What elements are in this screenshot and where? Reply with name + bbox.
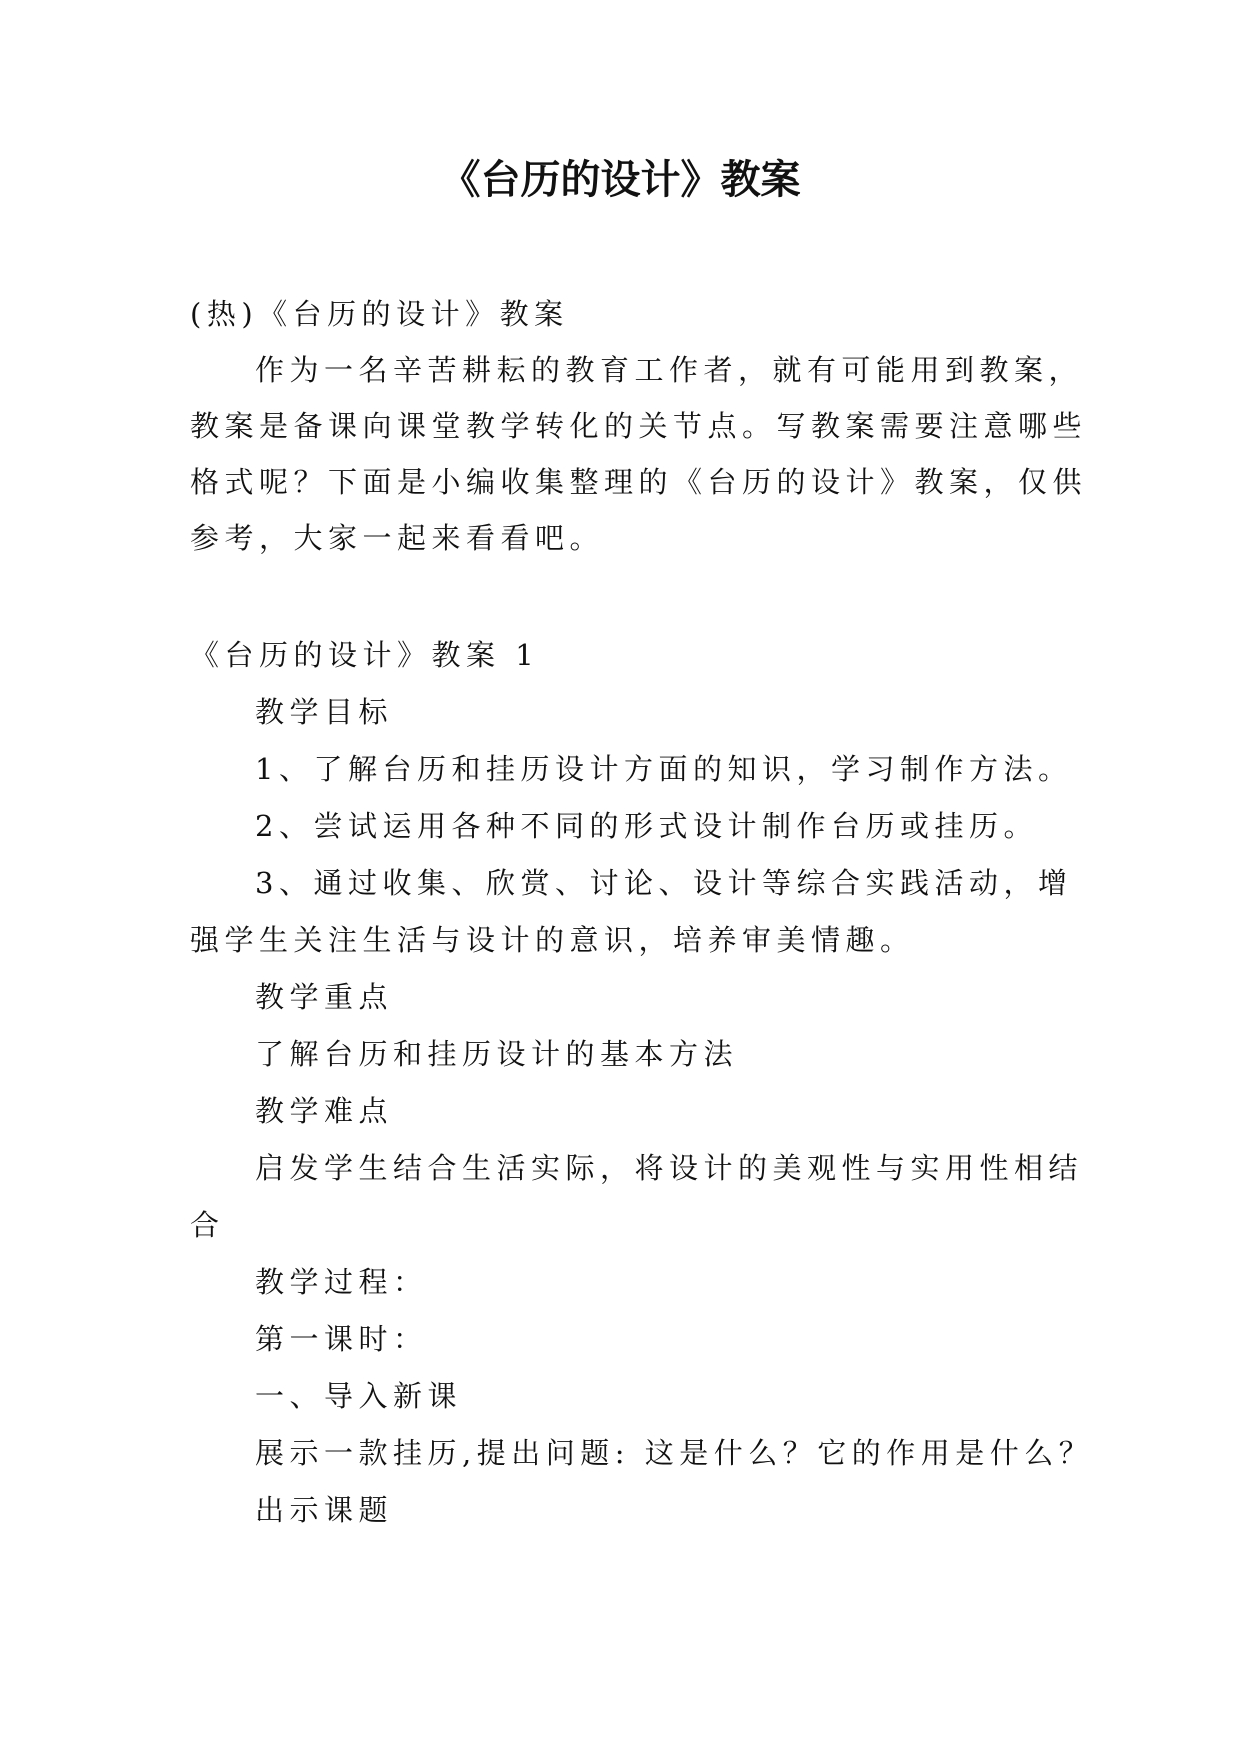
body-text: 出示课题 bbox=[255, 1493, 394, 1527]
body-text: 了解台历和挂历设计的基本方法 bbox=[255, 1037, 739, 1071]
goal-item: 2、尝试运用各种不同的形式设计制作台历或挂历。 bbox=[255, 809, 1038, 843]
intro-paragraph-line: 格式呢？下面是小编收集整理的《台历的设计》教案，仅供 bbox=[190, 465, 1088, 499]
intro-heading: (热)《台历的设计》教案 bbox=[190, 297, 569, 331]
intro-paragraph-line: 参考，大家一起来看看吧。 bbox=[190, 521, 605, 555]
intro-paragraph-line: 作为一名辛苦耕耘的教育工作者，就有可能用到教案， bbox=[255, 353, 1084, 387]
subheading-introduction: 一、导入新课 bbox=[255, 1379, 463, 1413]
subheading-teaching-difficulty: 教学难点 bbox=[255, 1094, 394, 1128]
body-text: 启发学生结合生活实际，将设计的美观性与实用性相结 bbox=[255, 1151, 1084, 1185]
body-text-continuation: 合 bbox=[190, 1208, 225, 1242]
subheading-teaching-process: 教学过程： bbox=[255, 1265, 428, 1299]
document-title: 《台历的设计》教案 bbox=[440, 157, 801, 203]
goal-item: 3、通过收集、欣赏、讨论、设计等综合实践活动，增 bbox=[255, 866, 1073, 900]
subheading-first-lesson: 第一课时： bbox=[255, 1322, 428, 1356]
section-heading: 《台历的设计》教案 1 bbox=[190, 638, 540, 672]
goal-item: 1、了解台历和挂历设计方面的知识，学习制作方法。 bbox=[255, 752, 1073, 786]
body-text: 展示一款挂历,提出问题: 这是什么？它的作用是什么？ bbox=[255, 1436, 1094, 1470]
goal-item-continuation: 强学生关注生活与设计的意识，培养审美情趣。 bbox=[190, 923, 915, 957]
subheading-teaching-focus: 教学重点 bbox=[255, 980, 394, 1014]
subheading-teaching-goals: 教学目标 bbox=[255, 695, 394, 729]
intro-paragraph-line: 教案是备课向课堂教学转化的关节点。写教案需要注意哪些 bbox=[190, 409, 1088, 443]
